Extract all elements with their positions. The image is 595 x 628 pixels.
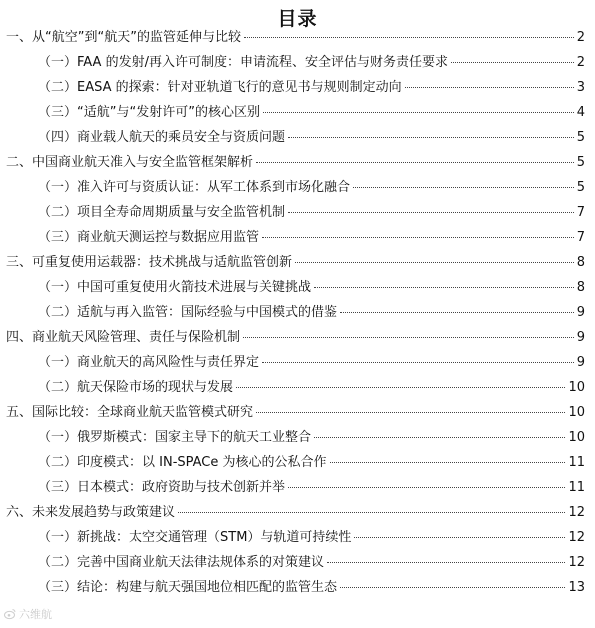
dot-leader bbox=[288, 487, 565, 488]
toc-entry-label: 三、可重复使用运载器：技术挑战与适航监管创新 bbox=[6, 255, 293, 270]
toc-entry-label: （二）印度模式：以 IN-SPACe 为核心的公私合作 bbox=[38, 455, 327, 470]
toc-entry-1-4[interactable] bbox=[38, 130, 585, 146]
dot-leader bbox=[353, 187, 574, 188]
dot-leader bbox=[243, 337, 574, 338]
toc-page-number: 9 bbox=[576, 305, 585, 320]
dot-leader bbox=[256, 162, 574, 163]
toc-page-number: 3 bbox=[576, 80, 585, 95]
toc-page-number: 12 bbox=[568, 505, 585, 520]
toc-entry-6-2[interactable] bbox=[38, 555, 585, 571]
toc-entry-4[interactable] bbox=[6, 330, 585, 346]
toc-entry-label: （三）“适航”与“发射许可”的核心区别 bbox=[38, 105, 260, 120]
toc-entry-label: （一）准入许可与资质认证：从军工体系到市场化融合 bbox=[38, 180, 351, 195]
toc-entry-5-2[interactable] bbox=[38, 455, 585, 471]
toc-entry-1-3[interactable] bbox=[38, 105, 585, 121]
toc-entry-1[interactable] bbox=[6, 30, 585, 46]
toc-page-number: 9 bbox=[576, 355, 585, 370]
toc-page-number: 8 bbox=[576, 255, 585, 270]
dot-leader bbox=[314, 437, 565, 438]
page-title: 目录 bbox=[277, 8, 318, 30]
dot-leader bbox=[288, 212, 574, 213]
toc-entry-6[interactable] bbox=[6, 505, 585, 521]
toc-entry-2-3[interactable] bbox=[38, 230, 585, 246]
toc-entry-label: （一）FAA 的发射/再入许可制度：申请流程、安全评估与财务责任要求 bbox=[38, 55, 448, 70]
dot-leader bbox=[330, 462, 566, 463]
toc-page-number: 10 bbox=[568, 405, 585, 420]
toc-entry-3-2[interactable] bbox=[38, 305, 585, 321]
dot-leader bbox=[405, 87, 574, 88]
dot-leader bbox=[451, 62, 574, 63]
toc-entry-label: （一）中国可重复使用火箭技术进展与关键挑战 bbox=[38, 280, 312, 295]
toc-page-number: 5 bbox=[576, 155, 585, 170]
toc-entry-label: （四）商业载人航天的乘员安全与资质问题 bbox=[38, 130, 286, 145]
toc-page-number: 2 bbox=[576, 55, 585, 70]
toc-entry-label: （一）商业航天的高风险性与责任界定 bbox=[38, 355, 260, 370]
dot-leader bbox=[295, 262, 574, 263]
dot-leader bbox=[262, 237, 574, 238]
toc-entry-5[interactable] bbox=[6, 405, 585, 421]
toc-entry-5-1[interactable] bbox=[38, 430, 585, 446]
toc-entry-1-2[interactable] bbox=[38, 80, 585, 96]
toc-entry-4-2[interactable] bbox=[38, 380, 585, 396]
toc-entry-label: （二）完善中国商业航天法律法规体系的对策建议 bbox=[38, 555, 325, 570]
weibo-icon bbox=[4, 608, 16, 620]
toc-entry-label: （二）EASA 的探索：针对亚轨道飞行的意见书与规则制定动向 bbox=[38, 80, 402, 95]
dot-leader bbox=[178, 512, 565, 513]
dot-leader bbox=[340, 312, 574, 313]
toc-entry-label: （二）航天保险市场的现状与发展 bbox=[38, 380, 234, 395]
toc-page-number: 5 bbox=[576, 130, 585, 145]
toc-entry-label: （二）适航与再入监管：国际经验与中国模式的借鉴 bbox=[38, 305, 338, 320]
toc-entry-2-2[interactable] bbox=[38, 205, 585, 221]
dot-leader bbox=[314, 287, 574, 288]
toc-page-number: 7 bbox=[576, 205, 585, 220]
toc-entry-3-1[interactable] bbox=[38, 280, 585, 296]
toc-entry-label: 五、国际比较：全球商业航天监管模式研究 bbox=[6, 405, 254, 420]
dot-leader bbox=[288, 137, 574, 138]
toc-page-number: 10 bbox=[568, 430, 585, 445]
toc-entry-label: （一）俄罗斯模式：国家主导下的航天工业整合 bbox=[38, 430, 312, 445]
watermark-text: 六维航 bbox=[19, 608, 52, 621]
toc-entry-2[interactable] bbox=[6, 155, 585, 171]
toc-entry-label: （三）结论：构建与航天强国地位相匹配的监管生态 bbox=[38, 580, 338, 595]
toc-page-number: 2 bbox=[576, 30, 585, 45]
toc-page-number: 12 bbox=[568, 555, 585, 570]
toc-entry-label: 四、商业航天风险管理、责任与保险机制 bbox=[6, 330, 241, 345]
watermark bbox=[4, 606, 52, 622]
dot-leader bbox=[244, 37, 574, 38]
dot-leader bbox=[263, 112, 574, 113]
dot-leader bbox=[340, 587, 565, 588]
toc-entry-3[interactable] bbox=[6, 255, 585, 271]
toc-entry-label: （三）商业航天测运控与数据应用监管 bbox=[38, 230, 260, 245]
toc-page-number: 4 bbox=[576, 105, 585, 120]
toc-page-number: 12 bbox=[568, 530, 585, 545]
toc-entry-6-1[interactable] bbox=[38, 530, 585, 546]
toc-page-number: 7 bbox=[576, 230, 585, 245]
toc-page-number: 11 bbox=[568, 455, 585, 470]
toc-entry-4-1[interactable] bbox=[38, 355, 585, 371]
dot-leader bbox=[327, 562, 565, 563]
toc-page-number: 8 bbox=[576, 280, 585, 295]
toc-entry-label: 六、未来发展趋势与政策建议 bbox=[6, 505, 176, 520]
toc-entry-label: （三）日本模式：政府资助与技术创新并举 bbox=[38, 480, 286, 495]
toc-page-number: 10 bbox=[568, 380, 585, 395]
toc-page-number: 9 bbox=[576, 330, 585, 345]
toc-entry-label: 一、从“航空”到“航天”的监管延伸与比较 bbox=[6, 30, 241, 45]
toc-page-number: 13 bbox=[568, 580, 585, 595]
toc-entry-1-1[interactable] bbox=[38, 55, 585, 71]
dot-leader bbox=[354, 537, 565, 538]
dot-leader bbox=[262, 362, 574, 363]
toc-entry-2-1[interactable] bbox=[38, 180, 585, 196]
toc-entry-label: （二）项目全寿命周期质量与安全监管机制 bbox=[38, 205, 286, 220]
toc-entry-6-3[interactable] bbox=[38, 580, 585, 596]
toc-entry-5-3[interactable] bbox=[38, 480, 585, 496]
toc-entry-label: （一）新挑战：太空交通管理（STM）与轨道可持续性 bbox=[38, 530, 352, 545]
toc-page-number: 5 bbox=[576, 180, 585, 195]
dot-leader bbox=[256, 412, 565, 413]
dot-leader bbox=[236, 387, 565, 388]
toc-entry-label: 二、中国商业航天准入与安全监管框架解析 bbox=[6, 155, 254, 170]
toc-page-number: 11 bbox=[568, 480, 585, 495]
